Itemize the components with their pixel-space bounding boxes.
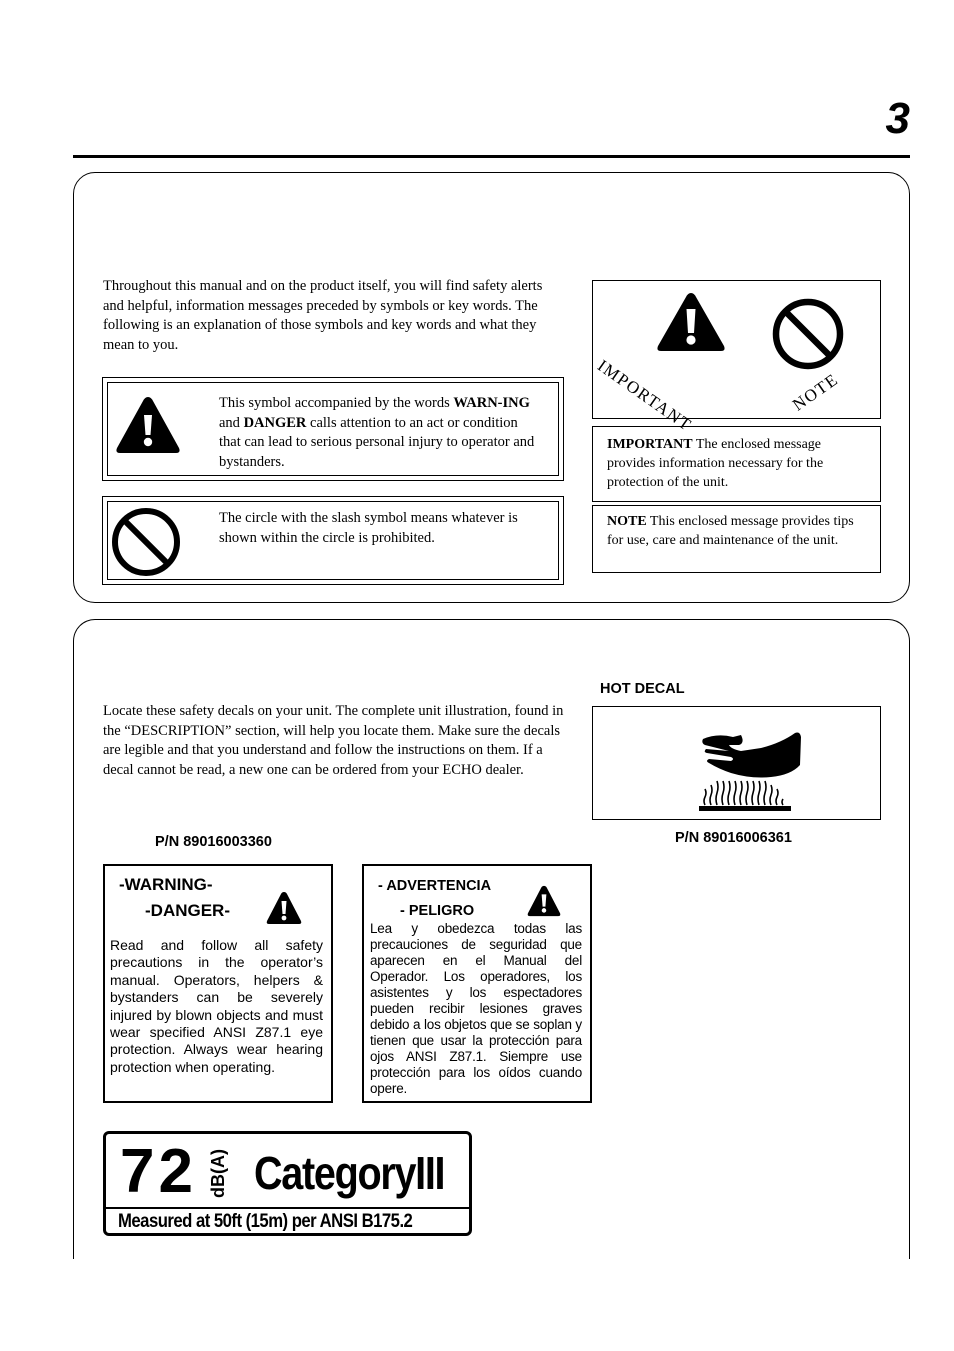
warning-decal-english: [103, 864, 333, 1103]
decals-intro: Locate these safety decals on your unit. The complete unit illustration, found in the “DESCRIPTION” section, will help you locate them. Make sure the decals are legible and that you understand and follow the instructions on them. If a decal cannot be read, a new one can be ordered from your ECHO dealer.: [103, 703, 564, 778]
important-box-label: IMPORTANT: [607, 437, 693, 452]
warning-decal-part-number: P/N 89016003360: [155, 834, 272, 850]
hot-decal-title: HOT DECAL: [600, 681, 685, 697]
warning-symbol-box: [102, 377, 564, 481]
warning-triangle-icon: [526, 884, 562, 918]
hot-decal: [592, 706, 881, 820]
spanish-decal-line2: - PELIGRO: [400, 903, 475, 919]
note-label: NOTE: [789, 369, 842, 415]
header-rule: [73, 155, 910, 158]
warning-triangle-icon: [114, 394, 182, 456]
warning-decal-line2: -DANGER-: [145, 901, 230, 920]
page-number: 3: [885, 94, 910, 143]
noise-value: 72: [120, 1137, 197, 1206]
symbol-panel: [592, 280, 881, 435]
prohibited-circle-icon: [110, 506, 182, 578]
important-box: IMPORTANT The enclosed message provides information necessary for the protection of the unit.: [592, 426, 881, 502]
noise-divider: [106, 1207, 469, 1209]
prohibited-circle-icon: [771, 297, 845, 371]
warning-decal-text: Read and follow all safety precautions in the operator’s manual. Operators, helpers & bystanders can be severely injured by blown objects and must wear specified ANSI Z87.1 eye protection. Always wear hearing protection when operating.: [110, 937, 323, 1075]
noise-measured: Measured at 50ft (15m) per ANSI B175.2: [118, 1211, 413, 1232]
noise-unit: dB(A): [208, 1149, 228, 1198]
prohibited-symbol-description: The circle with the slash symbol means whatever is shown within the circle is prohibited.: [219, 510, 518, 546]
noise-category: CategoryIII: [254, 1147, 445, 1199]
prohibited-symbol-box: [102, 496, 564, 585]
hot-decal-part-number: P/N 89016006361: [675, 830, 792, 846]
hand-icon: [701, 723, 803, 783]
noise-level-decal: [103, 1131, 472, 1236]
important-label: IMPORTANT: [594, 356, 696, 435]
note-box: NOTE This enclosed message provides tips for use, care and maintenance of the unit.: [592, 505, 881, 573]
warning-decal-line1: -WARNING-: [119, 875, 213, 894]
spanish-decal-text: Lea y obedezca todas las precauciones de seguridad que aparecen en el Manual del Operador. Los operadores, los asistentes y los espectadores pueden recibir lesiones graves debido a los objetos que se soplan y tienen que usar la protección para ojos ANSI Z87.1. Siempre use protección para los oídos cuando opere.: [370, 921, 582, 1096]
warning-decal-spanish: [362, 864, 592, 1103]
heat-waves-icon: [699, 779, 795, 813]
spanish-decal-line1: - ADVERTENCIA: [378, 878, 492, 894]
warning-triangle-icon: [265, 890, 303, 926]
symbols-intro: Throughout this manual and on the product itself, you will find safety alerts and helpful, information messages preceded by symbols or key words. The following is an explanation of those symbols and key words and what they mean to you.: [103, 278, 543, 353]
warning-triangle-icon: [655, 291, 727, 353]
warning-symbol-description: This symbol accompanied by the words WARN-ING and DANGER calls attention to an act or condition that can lead to serious personal injury to operator and bystanders.: [219, 395, 535, 470]
note-box-label: NOTE: [607, 514, 647, 529]
